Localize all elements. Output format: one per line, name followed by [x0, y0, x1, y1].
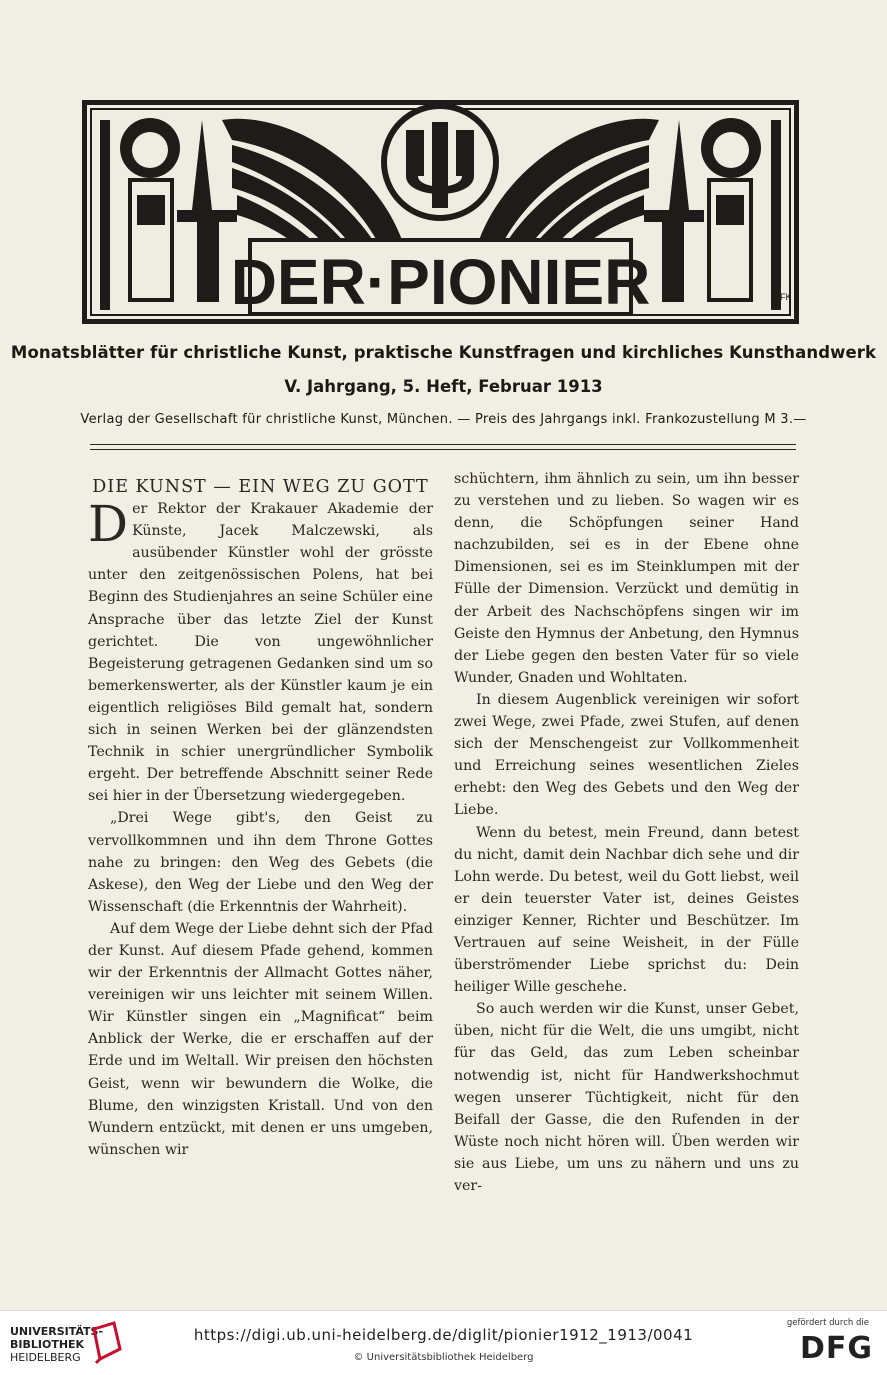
paragraph: In diesem Augenblick vereinigen wir sofort zwei Wege, zwei Pfade, zwei Stufen, auf denen sich der Menschengeist zur Vollkommenheit und Erreichung seines wesentlichen Zieles erhebt: den Weg des Gebets und den Weg der Liebe.	[454, 691, 799, 819]
dfg-logo[interactable]: DFG	[799, 1331, 873, 1366]
masthead-illustration	[82, 100, 799, 324]
paragraph: „Drei Wege gibt's, den Geist zu vervollkommnen und ihn dem Throne Gottes nahe zu bringen: den Weg des Gebets (die Askese), den Weg der Liebe und den Weg der Wissenschaft (die Erkenntnis der Wahrheit).	[88, 810, 433, 915]
divider-rule-bottom	[90, 449, 796, 450]
artist-signature: FK	[780, 292, 792, 302]
copyright-notice: © Universitätsbibliothek Heidelberg	[353, 1352, 534, 1363]
masthead-title: DER·PIONIER	[230, 246, 651, 318]
left-column	[88, 476, 433, 1161]
paragraph: Wenn du betest, mein Freund, dann betest du nicht, damit dein Nachbar dich sehe und dir Lohn werde. Du betest, weil du Gott liebst, weil er dein teuerster Vater ist, deines Geistes einziger Kenner, Richter und Beschützer. Im Vertrauen auf seine Weisheit, in der Fülle überströmender Liebe sprichst du: Dein heiliger Wille geschehe.	[454, 824, 799, 996]
article-heading: DIE KUNST — EIN WEG ZU GOTT	[92, 477, 429, 497]
permalink[interactable]: https://digi.ub.uni-heidelberg.de/diglit/pionier1912_1913/0041	[193, 1326, 694, 1344]
funding-note: gefördert durch die	[786, 1318, 869, 1328]
subtitle-line-1: Monatsblätter für christliche Kunst, praktische Kunstfragen und kirchliches Kunsthandwerk	[10, 343, 877, 362]
divider-rule-top	[90, 444, 796, 445]
paragraph: schüchtern, ihm ähnlich zu sein, um ihn besser zu verstehen und zu lieben. So wagen wir es denn, die Schöpfungen seiner Hand nachzubilden, sei es in der Ebene ohne Dimensionen, sei es im Steinklumpen mit der Fülle der Dimension. Verzückt und demütig in der Arbeit des Nachschöpfens singen wir im Geiste den Hymnus der Anbetung, den Hymnus der Liebe gegen den besten Vater für so viele Wunder, Gnaden und Wohltaten.	[454, 471, 799, 686]
drop-cap: D	[88, 495, 129, 554]
subtitle-issue: V. Jahrgang, 5. Heft, Februar 1913	[284, 377, 603, 396]
paragraph: Auf dem Wege der Liebe dehnt sich der Pfad der Kunst. Auf diesem Pfade gehend, kommen wir der Erkenntnis der Allmacht Gottes näher, vereinigen wir uns leichter mit seinem Willen. Wir Künstler singen ein „Magnificat“ beim Anblick der Werke, die er erschaffen auf der Erde und im Weltall. Wir preisen den höchsten Geist, wenn wir bewundern die Wolke, die Blume, den winzigsten Kristall. Und von den Wundern entzückt, mit denen er uns umgeben, wünschen wir	[88, 920, 433, 1158]
right-column	[454, 468, 799, 1197]
library-name[interactable]: UNIVERSITÄTS- BIBLIOTHEK HEIDELBERG	[10, 1325, 104, 1364]
subtitle-publisher: Verlag der Gesellschaft für christliche Kunst, München. — Preis des Jahrgangs inkl. Frankozustellung M 3.—	[80, 412, 807, 427]
paragraph: Der Rektor der Krakauer Akademie der Künste, Jacek Malczewski, als ausübender Künstler wohl der grösste unter den zeitgenössischen Polens, hat bei Beginn des Studienjahres an seine Schüler eine Ansprache über das letzte Ziel der Kunst gerichtet. Die von ungewöhnlicher Begeisterung getragenen Gedanken sind um so bemerkenswerter, als der Künstler kaum je ein eigentlich religiöses Bild gemalt hat, sondern sich in seinen Werken bei der glänzendsten Technik in schier unergründlicher Symbolik ergeht. Der betreffende Abschnitt seiner Rede sei hier in der Übersetzung wiedergegeben.	[88, 495, 433, 805]
viewer-footer	[0, 1310, 887, 1375]
paragraph: So auch werden wir die Kunst, unser Gebet, üben, nicht für die Welt, die uns umgibt, nicht für das Geld, das zum Leben scheinbar notwendig ist, nicht für Handwerkshochmut wegen unserer Tüchtigkeit, nicht für den Beifall der Gasse, die den Rufenden in der Wüste noch nicht hören will. Üben werden wir sie aus Liebe, um uns zu nähern und uns zu ver-	[454, 1001, 799, 1194]
